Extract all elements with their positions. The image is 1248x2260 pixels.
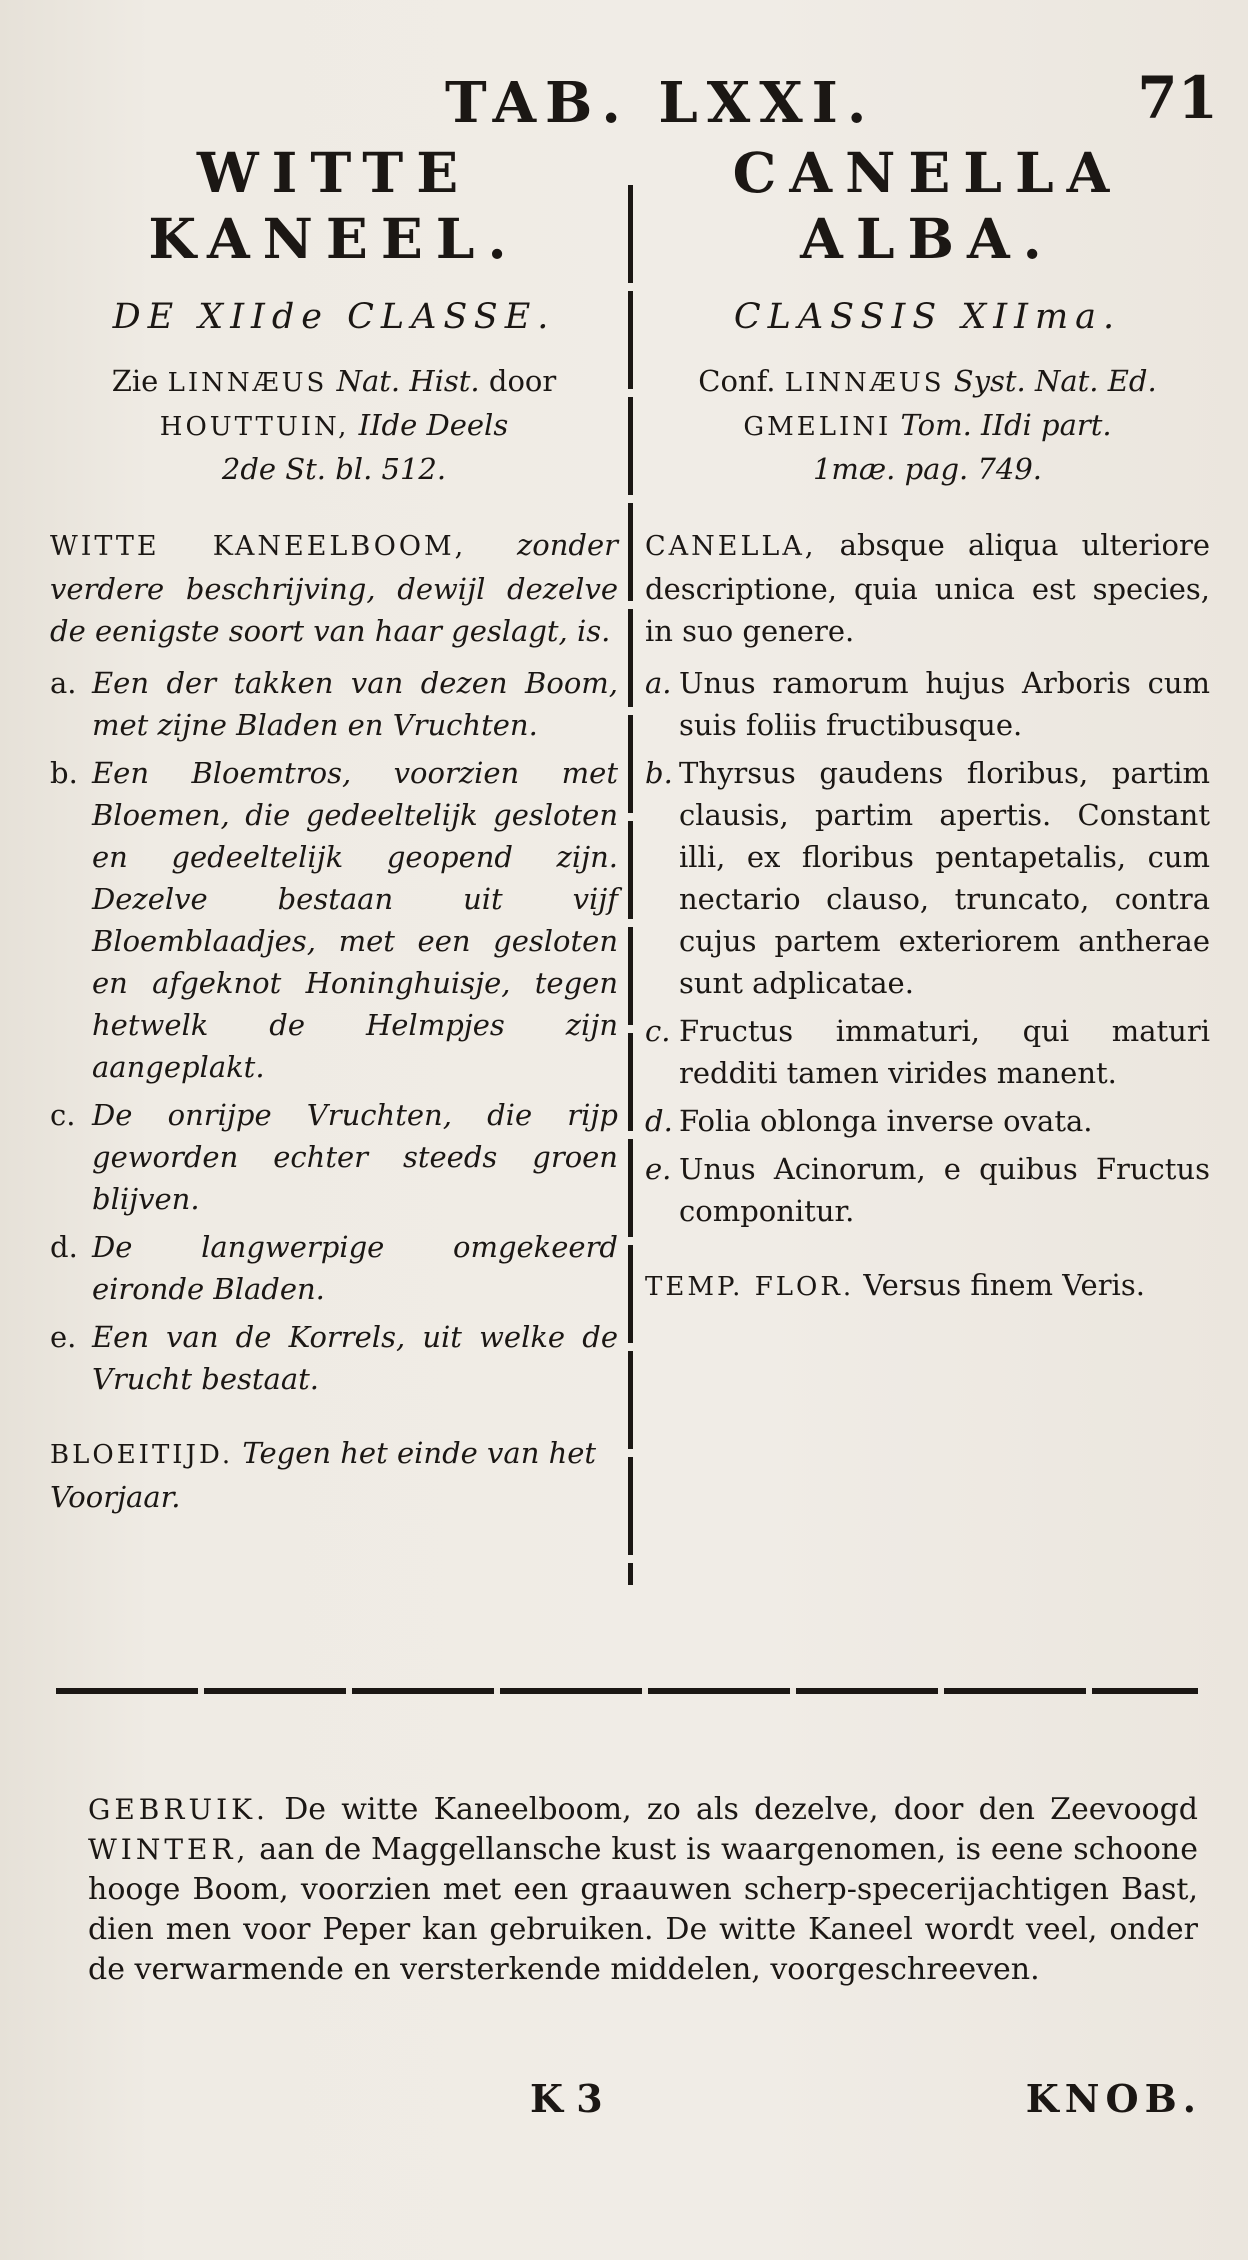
latin-class: CLASSIS XIIma. (733, 297, 1122, 337)
dutch-entries (50, 662, 618, 1400)
item-letter: a. (645, 666, 672, 700)
usage-paragraph (88, 1790, 1198, 1990)
list-item (50, 662, 618, 746)
list-item (50, 752, 618, 1088)
item-text: Thyrsus gaudens floribus, partim clausis, partim apertis. Constant illi, ex floribus pentapetalis, cum nectario clauso, truncato, contra cujus partem exteriorem antherae sunt adplicatae. (679, 756, 1210, 1000)
dutch-class: DE XIIde CLASSE. (112, 297, 556, 337)
dutch-intro (50, 524, 618, 652)
ref-translator: HOUTTUIN, (159, 412, 350, 442)
list-item (645, 752, 1210, 1004)
usage-name: WINTER, (88, 1833, 250, 1866)
list-item (50, 1316, 618, 1400)
item-letter: c. (50, 1098, 76, 1132)
item-text: De onrijpe Vruchten, die rijp geworden echter steeds groen blijven. (92, 1098, 618, 1216)
ref-editor: GMELINI (743, 412, 892, 442)
ref-work: Nat. Hist. (336, 364, 480, 398)
running-head (0, 64, 1248, 144)
list-item (645, 1100, 1210, 1142)
ref-work: Syst. Nat. Ed. (953, 364, 1157, 398)
ref-volume: 1mæ. pag. 749. (812, 452, 1043, 486)
intro-text: absque aliqua ulteriore descriptione, quia unica est species, in suo genere. (645, 528, 1210, 648)
ref-part: IIde Deels (358, 408, 509, 442)
page-number: 71 (1137, 64, 1218, 132)
item-letter: e. (50, 1320, 77, 1354)
ref-part: Tom. IIdi part. (900, 408, 1112, 442)
ref-volume: 2de St. bl. 512. (221, 452, 447, 486)
usage-text-b: aan de Maggellansche kust is waargenomen, is eene schoone hooge Boom, voorzien met een graauwen scherp-specerijachtigen Bast, dien men voor Peper kan gebruiken. De witte Kaneel wordt veel, onder de verwarmende en versterkende middelen, voorgeschreeven. (88, 1832, 1198, 1987)
item-letter: d. (645, 1104, 673, 1138)
item-letter: b. (645, 756, 673, 790)
latin-entries (645, 662, 1210, 1232)
item-text: Folia oblonga inverse ovata. (679, 1104, 1093, 1138)
item-letter: d. (50, 1230, 78, 1264)
signature-mark: K 3 (530, 2076, 603, 2121)
dutch-reference (50, 360, 618, 490)
item-text: Een van de Korrels, uit welke de Vrucht bestaat. (92, 1320, 618, 1396)
column-divider (628, 185, 633, 1585)
latin-flowering-time (645, 1264, 1210, 1308)
catchword: KNOB. (1025, 2076, 1202, 2121)
item-letter: c. (645, 1014, 671, 1048)
item-text: Een Bloemtros, voorzien met Bloemen, die gedeeltelijk gesloten en gedeeltelijk geopend zijn. Dezelve bestaan uit vijf Bloemblaadjes, met een gesloten en afgeknot Honinghuisje, tegen hetwelk de Helmpjes zijn aangeplakt. (92, 756, 618, 1084)
intro-name: CANELLA, (645, 531, 817, 562)
flowering-text: Versus finem Veris. (863, 1268, 1145, 1302)
list-item (645, 1148, 1210, 1232)
item-text: Een der takken van dezen Boom, met zijne Bladen en Vruchten. (92, 666, 618, 742)
list-item (50, 1094, 618, 1220)
dutch-column (50, 140, 618, 1518)
latin-intro (645, 524, 1210, 652)
usage-label: GEBRUIK. (88, 1793, 269, 1826)
ref-author: LINNÆUS (784, 368, 945, 398)
ref-by: door (488, 364, 557, 398)
item-text: Unus Acinorum, e quibus Fructus componitur. (679, 1152, 1210, 1228)
latin-title-line2: ALBA. (800, 206, 1055, 271)
usage-text-a: De witte Kaneelboom, zo als dezelve, door den Zeevoogd (284, 1792, 1198, 1827)
latin-title-line1: CANELLA (732, 140, 1123, 205)
dutch-title-line2: KANEEL. (148, 206, 520, 271)
item-text: De langwerpige omgekeerd eironde Bladen. (92, 1230, 618, 1306)
section-rule (56, 1688, 1198, 1694)
list-item (645, 1010, 1210, 1094)
item-letter: e. (645, 1152, 672, 1186)
ref-prefix: Zie (111, 364, 159, 398)
plate-title: TAB. LXXI. (445, 70, 876, 136)
list-item (50, 1226, 618, 1310)
intro-name: WITTE KANEELBOOM, (50, 531, 467, 562)
list-item (645, 662, 1210, 746)
latin-column (645, 140, 1210, 1308)
flowering-label: BLOEITIJD. (50, 1440, 234, 1470)
dutch-title-line1: WITTE (196, 140, 472, 205)
item-text: Fructus immaturi, qui maturi redditi tamen virides manent. (679, 1014, 1210, 1090)
item-text: Unus ramorum hujus Arboris cum suis foliis fructibusque. (679, 666, 1210, 742)
item-letter: a. (50, 666, 77, 700)
ref-author: LINNÆUS (167, 368, 328, 398)
ref-prefix: Conf. (698, 364, 776, 398)
latin-reference (645, 360, 1210, 490)
intro-text: zonder verdere beschrijving, dewijl dezelve de eenigste soort van haar geslagt, is. (50, 528, 619, 648)
dutch-flowering-time (50, 1432, 618, 1518)
flowering-label: TEMP. FLOR. (645, 1272, 855, 1302)
flowering-text: Tegen het einde van het Voorjaar. (50, 1436, 597, 1514)
item-letter: b. (50, 756, 78, 790)
